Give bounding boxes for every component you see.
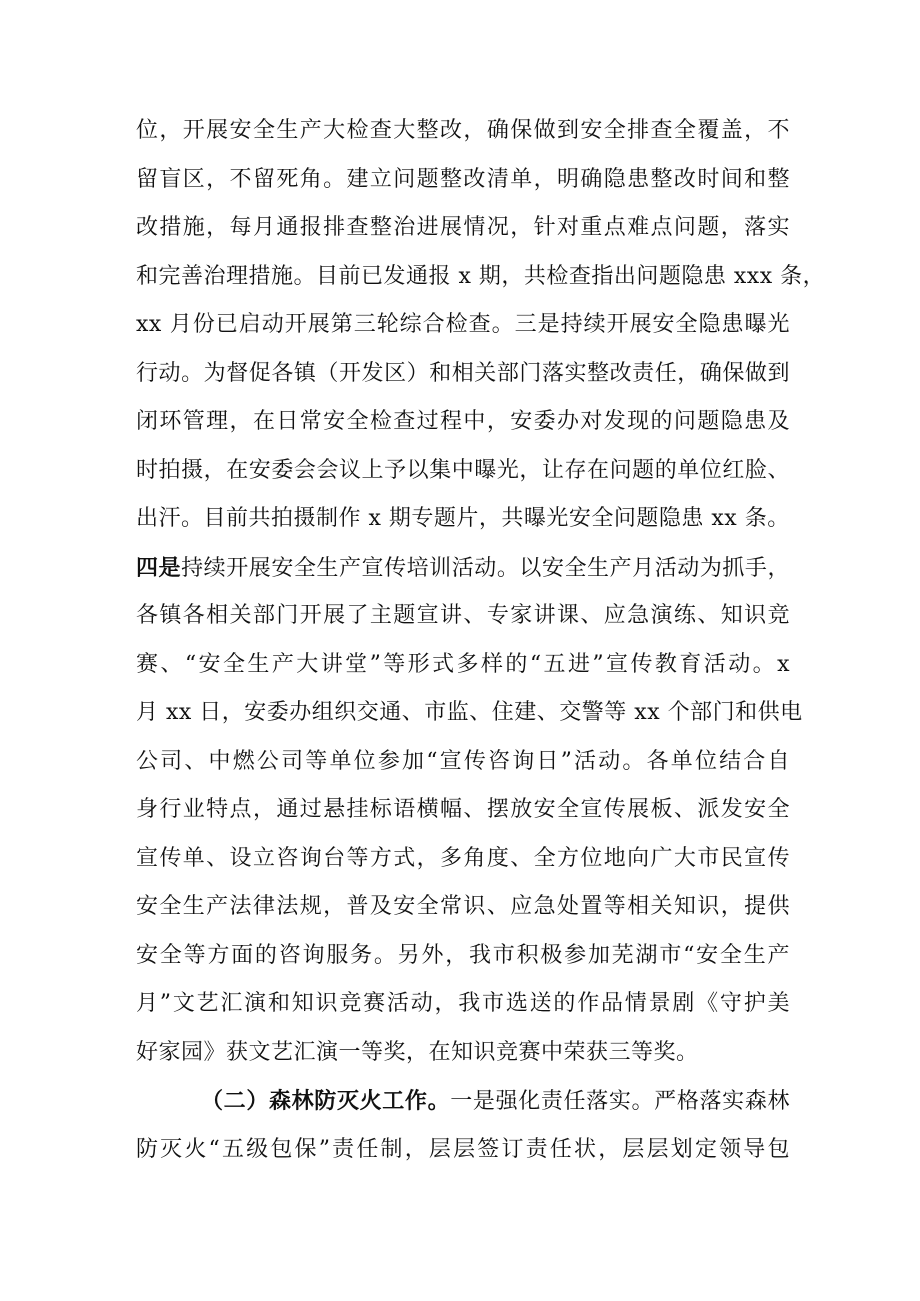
text-line: 好家园》获文艺汇演一等奖，在知识竞赛中荣获三等奖。 xyxy=(136,1039,699,1065)
text-line: 出汗。目前共拍摄制作 x 期专题片，共曝光安全问题隐患 xx 条。 xyxy=(136,506,790,531)
text-line: 位，开展安全生产大检查大整改，确保做到安全排查全覆盖，不 xyxy=(136,118,790,143)
document-page xyxy=(136,107,826,1174)
text-line: 各镇各相关部门开展了主题宣讲、专家讲课、应急演练、知识竞 xyxy=(136,603,790,628)
text-line: xx 月份已启动开展第三轮综合检查。三是持续开展安全隐患曝光 xyxy=(136,312,790,337)
text-line: 防灭火“五级包保”责任制，层层签订责任状，层层划定领导包 xyxy=(136,1136,790,1162)
text-line: 行动。为督促各镇（开发区）和相关部门落实整改责任，确保做到 xyxy=(136,360,790,386)
text-line: 安全等方面的咨询服务。另外，我市积极参加芜湖市“安全生产 xyxy=(136,942,790,968)
text-line: 和完善治理措施。目前已发通报 x 期，共检查指出问题隐患 xxx 条， xyxy=(136,263,826,289)
text-line xyxy=(136,1077,790,1126)
text-line: 赛、“安全生产大讲堂”等形式多样的“五进”宣传教育活动。x xyxy=(136,651,790,677)
text-line: 闭环管理，在日常安全检查过程中，安委办对发现的问题隐患及 xyxy=(136,409,790,434)
text-line: 时拍摄，在安委会会议上予以集中曝光，让存在问题的单位红脸、 xyxy=(136,457,790,483)
paragraph-safety-inspection xyxy=(136,107,826,544)
paragraph-safety-publicity xyxy=(136,544,803,1078)
bold-lead: 四是 xyxy=(136,554,182,581)
text-line: 宣传单、设立咨询台等方式，多角度、全方位地向广大市民宣传 xyxy=(136,845,790,871)
text-line: 公司、中燃公司等单位参加“宣传咨询日”活动。各单位结合自 xyxy=(136,748,790,774)
text-line: 安全生产法律法规，普及安全常识、应急处置等相关知识，提供 xyxy=(136,894,790,919)
text-line xyxy=(136,544,790,593)
text-line: 月 xx 日，安委办组织交通、市监、住建、交警等 xx 个部门和供电 xyxy=(136,700,803,725)
paragraph-forest-fire xyxy=(136,1077,790,1174)
section-heading: （二）森林防灭火工作。 xyxy=(201,1088,451,1114)
lead-rest: 持续开展安全生产宣传培训活动。以安全生产月活动为抓手， xyxy=(181,555,790,581)
text-line: 身行业特点，通过悬挂标语横幅、摆放安全宣传展板、派发安全 xyxy=(136,797,790,822)
text-line: 月”文艺汇演和知识竞赛活动，我市选送的作品情景剧《守护美 xyxy=(136,991,790,1016)
text-line: 改措施，每月通报排查整治进展情况，针对重点难点问题，落实 xyxy=(136,215,790,240)
text-line: 留盲区，不留死角。建立问题整改清单，明确隐患整改时间和整 xyxy=(136,166,790,192)
lead-rest: 一是强化责任落实。严格落实森林 xyxy=(450,1089,790,1114)
